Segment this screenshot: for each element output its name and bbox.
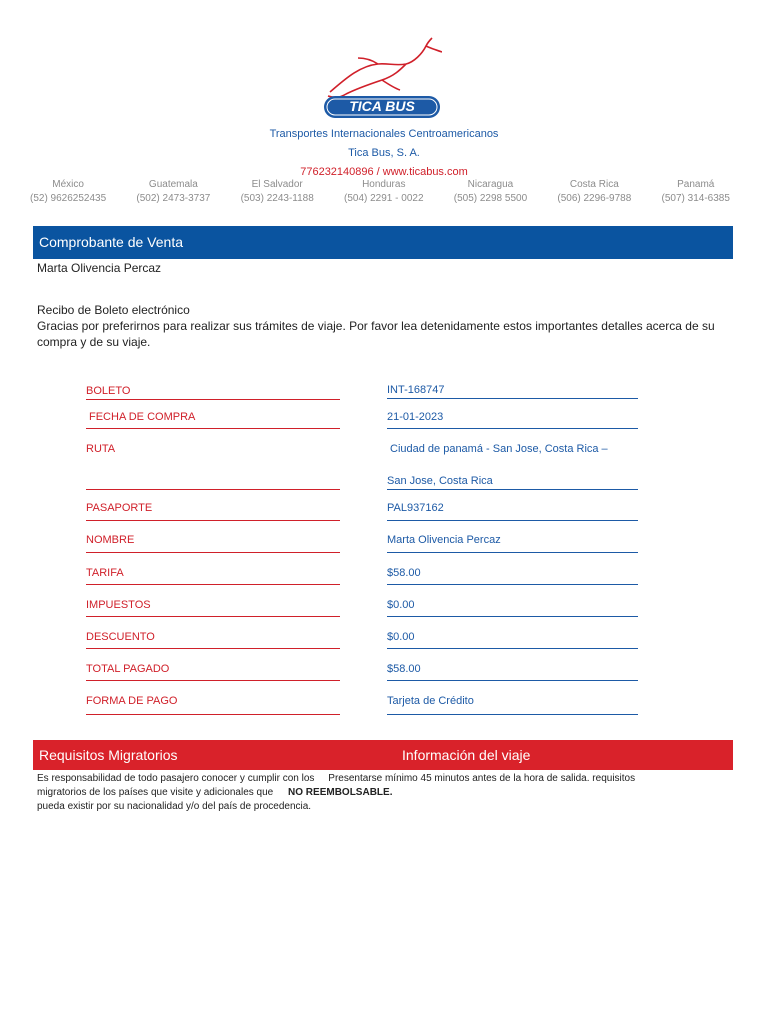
office-phone: (507) 314-6385 [661, 193, 730, 204]
intro-block [37, 302, 737, 350]
section-title: Comprobante de Venta [39, 234, 183, 250]
label-pasaporte: PASAPORTE [86, 502, 340, 521]
office-phone: (52) 9626252435 [30, 193, 107, 204]
company-legal-name: Tica Bus, S. A. [348, 147, 420, 159]
office-phone: (506) 2296-9788 [557, 193, 632, 204]
label-ruta: RUTA [86, 443, 116, 455]
value-forma-pago: Tarjeta de Crédito [387, 695, 638, 715]
office-costa-rica [557, 178, 631, 206]
office-country: México [52, 179, 84, 190]
no-reembolsable-note: NO REEMBOLSABLE. [288, 787, 393, 798]
intro-title: Recibo de Boleto electrónico [37, 303, 190, 317]
label-tarifa: TARIFA [86, 567, 340, 585]
footer-line1: Es responsabilidad de todo pasajero conocer y cumplir con los Presentarse mínimo 45 minutos antes de la hora de salida. requisitos [37, 773, 636, 784]
offices-row [30, 178, 730, 206]
office-country: Panamá [677, 179, 715, 190]
footer-line2 [37, 786, 737, 800]
value-descuento: $0.00 [387, 631, 638, 649]
label-nombre: NOMBRE [86, 534, 340, 553]
office-phone: (503) 2243-1188 [240, 193, 314, 204]
client-name: Marta Olivencia Percaz [37, 261, 162, 275]
company-name: Transportes Internacionales Centroamericanos [269, 128, 499, 140]
footer-line3: pueda existir por su nacionalidad y/o del país de procedencia. [37, 801, 312, 812]
requisitos-title: Requisitos Migratorios [39, 747, 178, 763]
office-guatemala [136, 178, 210, 206]
office-nicaragua [454, 178, 527, 206]
office-phone: (504) 2291 - 0022 [344, 193, 424, 204]
office-el-salvador [241, 178, 314, 206]
tica-bus-logo [322, 36, 442, 120]
office-honduras [344, 178, 424, 206]
informacion-title: Información del viaje [402, 747, 531, 763]
logo-text: TICA BUS [349, 98, 415, 114]
footer-section-header [33, 740, 733, 770]
office-country: Nicaragua [467, 179, 514, 190]
office-panama [662, 178, 730, 206]
office-country: El Salvador [251, 179, 303, 190]
footer-line2-text: migratorios de los países que visite y adicionales que [37, 787, 274, 798]
ruta-divider [86, 489, 340, 490]
value-pasaporte: PAL937162 [387, 502, 638, 521]
value-total-pagado: $58.00 [387, 663, 638, 681]
receipt-section-header [33, 226, 733, 259]
contact-line: 776232140896 / www.ticabus.com [300, 166, 468, 178]
label-forma-pago: FORMA DE PAGO [86, 695, 340, 715]
value-ruta-line1: Ciudad de panamá - San Jose, Costa Rica – [390, 443, 608, 455]
value-impuestos: $0.00 [387, 599, 638, 617]
office-country: Guatemala [148, 179, 198, 190]
label-impuestos: IMPUESTOS [86, 599, 340, 617]
label-total-pagado: TOTAL PAGADO [86, 663, 340, 681]
office-phone: (505) 2298 5500 [453, 193, 528, 204]
office-phone: (502) 2473-3737 [136, 193, 211, 204]
office-country: Honduras [362, 179, 406, 190]
label-descuento: DESCUENTO [86, 631, 340, 649]
value-fecha-compra: 21-01-2023 [387, 411, 638, 429]
label-boleto: BOLETO [86, 385, 340, 400]
intro-text: Gracias por preferirnos para realizar sus trámites de viaje. Por favor lea detenidamente estos importantes detalles acerca de su compra y de su viaje. [37, 319, 715, 349]
office-country: Costa Rica [569, 179, 619, 190]
footer-text [37, 772, 737, 814]
label-fecha-compra: FECHA DE COMPRA [86, 411, 340, 429]
value-nombre: Marta Olivencia Percaz [387, 534, 638, 553]
value-tarifa: $58.00 [387, 567, 638, 585]
value-ruta-line2: San Jose, Costa Rica [387, 475, 638, 490]
value-boleto: INT-168747 [387, 384, 638, 399]
office-mexico [30, 178, 106, 206]
